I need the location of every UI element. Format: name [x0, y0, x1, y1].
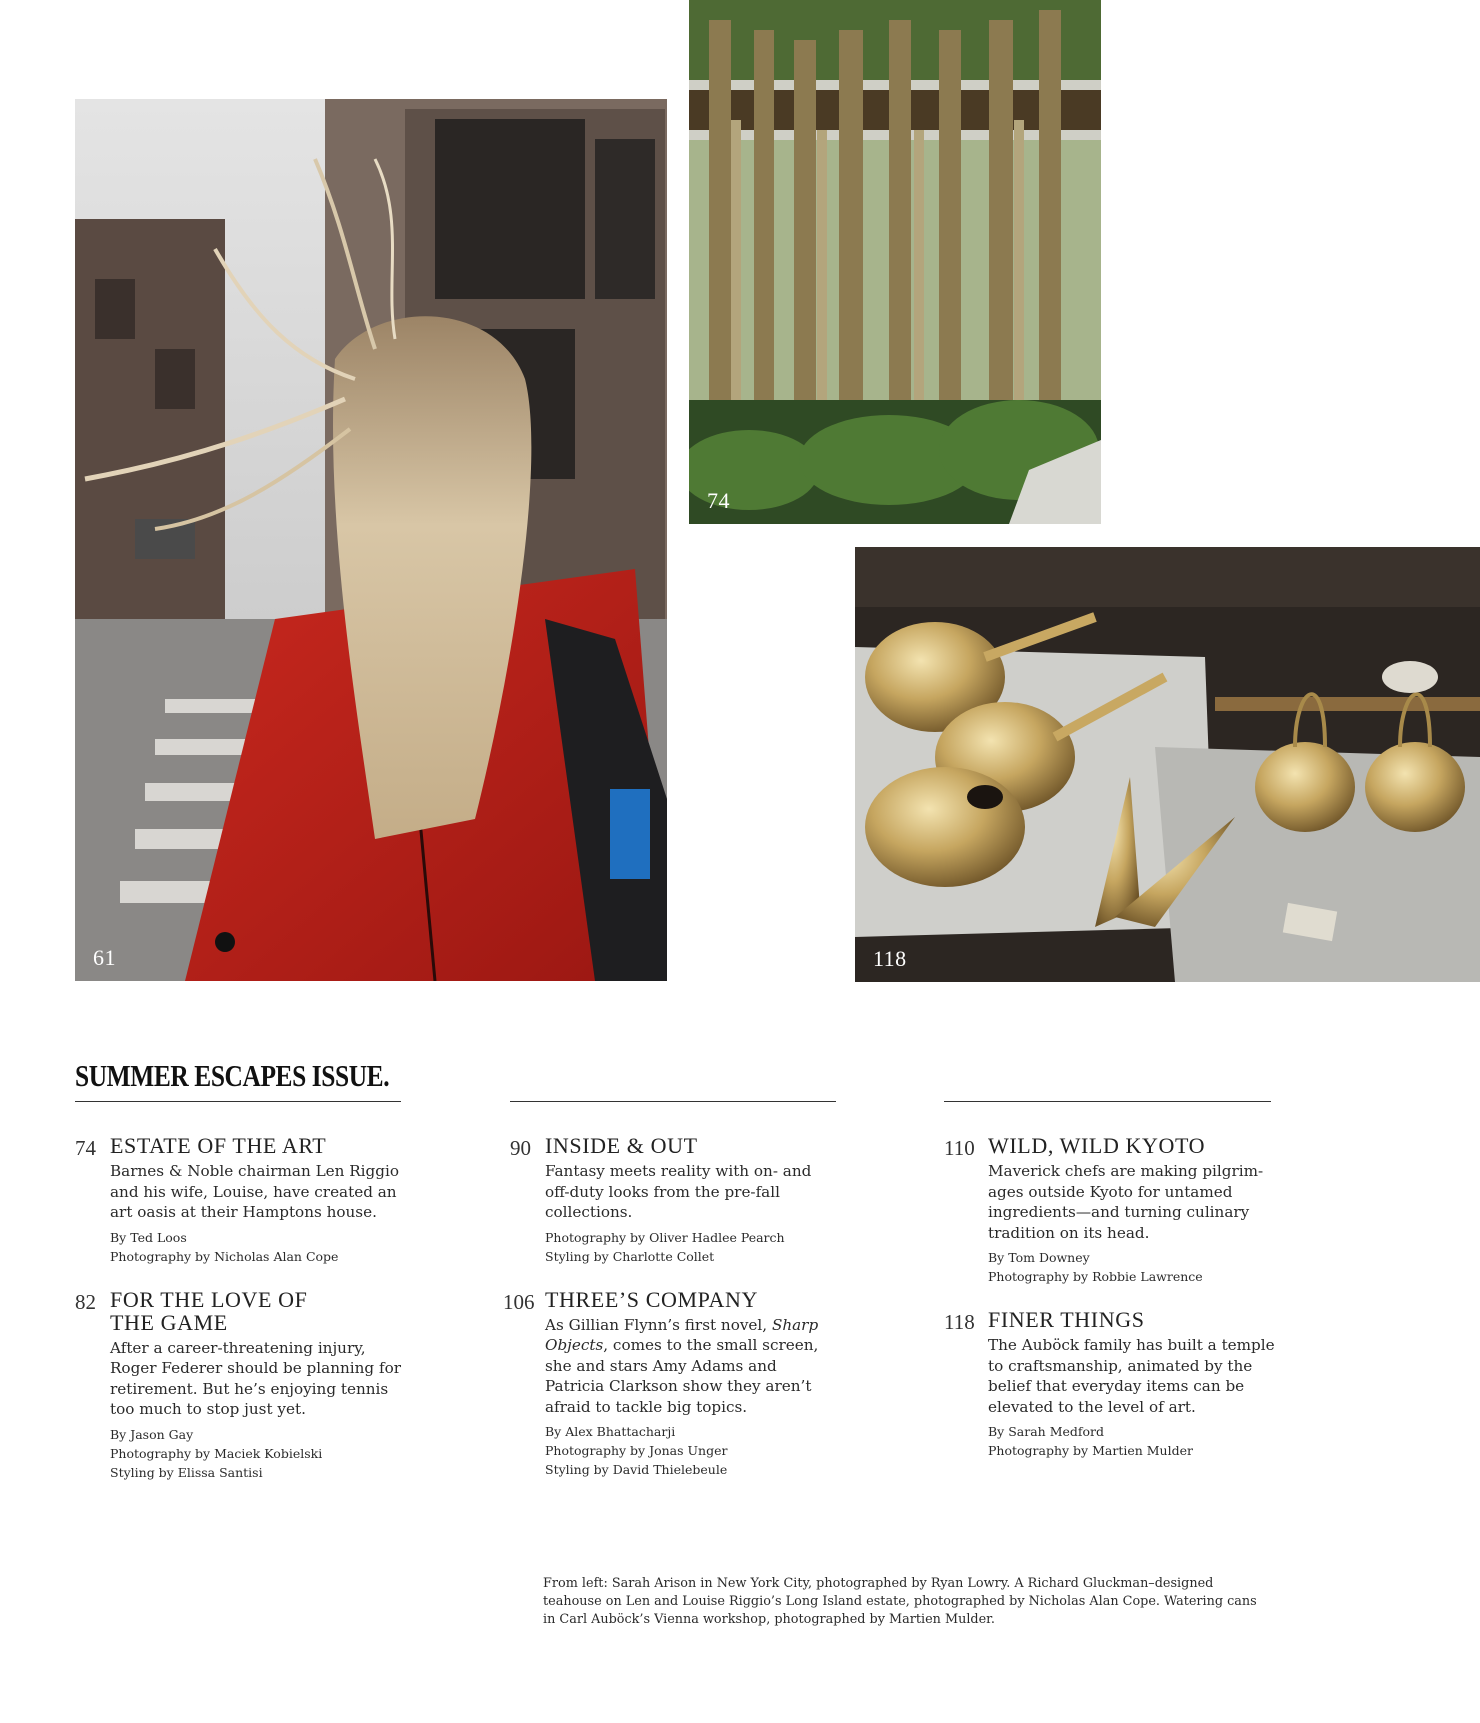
entry-title: THREE’S COMPANY — [545, 1286, 758, 1312]
book-title: Sharp Objects — [545, 1315, 819, 1354]
entry-credit: Photography by Nicholas Alan Cope — [110, 1248, 339, 1264]
entry-title: WILD, WILD KYOTO — [988, 1133, 1206, 1158]
photo-caption: From left: Sarah Arison in New York City, photographed by Ryan Lowry. A Richard Gluckman–designed teahouse on Len and Louise Riggio’s Long Island estate, photographed by Nicholas Alan Cope. Watering cans in Carl Auböck’s Vienna workshop, photographed by Martien Mulder. — [543, 1576, 1257, 1627]
contents-entry[interactable] — [944, 1134, 1284, 1286]
entry-page-number: 106 — [503, 1289, 535, 1314]
entry-credit: By Jason Gay — [110, 1426, 194, 1442]
entry-page-number: 90 — [510, 1136, 531, 1160]
woman-street-illustration — [75, 99, 667, 981]
watering-cans-illustration — [855, 547, 1480, 982]
page-number-61[interactable]: 61 — [93, 945, 116, 970]
contents-column-1 — [75, 1134, 415, 1504]
entry-title: FOR THE LOVE OF THE GAME — [110, 1286, 308, 1335]
divider-rule — [510, 1101, 836, 1102]
entry-page-number: 74 — [75, 1136, 96, 1160]
entry-description: Barnes & Noble chairman Len Riggio and his wife, Louise, have created an art oasis at their Hamptons house. — [110, 1162, 399, 1221]
entry-description: After a career-threatening injury, Roger Federer should be planning for retirement. But he’s enjoying tennis too much to stop just yet. — [110, 1338, 401, 1418]
entry-credit: Photography by Maciek Kobielski — [110, 1445, 323, 1461]
entry-page-number: 82 — [75, 1289, 96, 1314]
photo-woman-street — [75, 99, 667, 981]
photo-teahouse — [689, 0, 1101, 524]
entry-credit: Photography by Robbie Lawrence — [988, 1269, 1203, 1284]
entry-credit: Photography by Oliver Hadlee Pearch — [545, 1229, 785, 1245]
contents-column-3 — [944, 1134, 1284, 1482]
entry-description — [545, 1315, 840, 1418]
entry-page-number: 118 — [944, 1310, 975, 1334]
divider-rule — [75, 1101, 401, 1102]
divider-rule — [944, 1101, 1271, 1102]
entry-credit: Styling by Elissa Santisi — [110, 1464, 263, 1480]
contents-entry[interactable] — [503, 1134, 843, 1266]
entry-description: The Auböck family has built a temple to craftsmanship, animated by the belief that everyday items can be elevated to the level of art. — [988, 1336, 1275, 1416]
entry-credit: Styling by David Thielebeule — [545, 1462, 728, 1477]
entry-title: INSIDE & OUT — [545, 1133, 698, 1158]
contents-column-2 — [503, 1134, 843, 1501]
entry-description: Maverick chefs are making pilgrim-ages outside Kyoto for untamed ingredients—and turning culinary tradition on its head. — [988, 1162, 1264, 1242]
contents-entry[interactable] — [944, 1308, 1284, 1460]
entry-credit: By Alex Bhattacharji — [545, 1424, 676, 1439]
contents-entry[interactable] — [75, 1288, 415, 1482]
entry-title: FINER THINGS — [988, 1307, 1145, 1332]
contents-entry[interactable] — [503, 1288, 843, 1480]
entry-credit: By Sarah Medford — [988, 1424, 1105, 1439]
entry-page-number: 110 — [944, 1136, 975, 1160]
entry-credit: By Tom Downey — [988, 1250, 1090, 1265]
entry-credit: By Ted Loos — [110, 1229, 187, 1245]
entry-title: ESTATE OF THE ART — [110, 1133, 327, 1158]
issue-title: SUMMER ESCAPES ISSUE. — [75, 1058, 390, 1093]
teahouse-illustration — [689, 0, 1101, 524]
page-number-118[interactable]: 118 — [873, 946, 907, 971]
photo-watering-cans — [855, 547, 1480, 982]
entry-credit: Styling by Charlotte Collet — [545, 1248, 715, 1264]
entry-credit: Photography by Jonas Unger — [545, 1443, 728, 1458]
entry-description: Fantasy meets reality with on- and off-duty looks from the pre-fall collections. — [545, 1162, 812, 1221]
entry-description-lead: As Gillian Flynn’s first novel, — [545, 1315, 772, 1334]
entry-credit: Photography by Martien Mulder — [988, 1443, 1193, 1458]
entry-description-rest: , comes to the small screen, she and stars Amy Adams and Patricia Clarkson show they aren’t afraid to tackle big topics. — [545, 1336, 819, 1416]
page-number-74[interactable]: 74 — [707, 488, 730, 513]
contents-entry[interactable] — [75, 1134, 415, 1266]
